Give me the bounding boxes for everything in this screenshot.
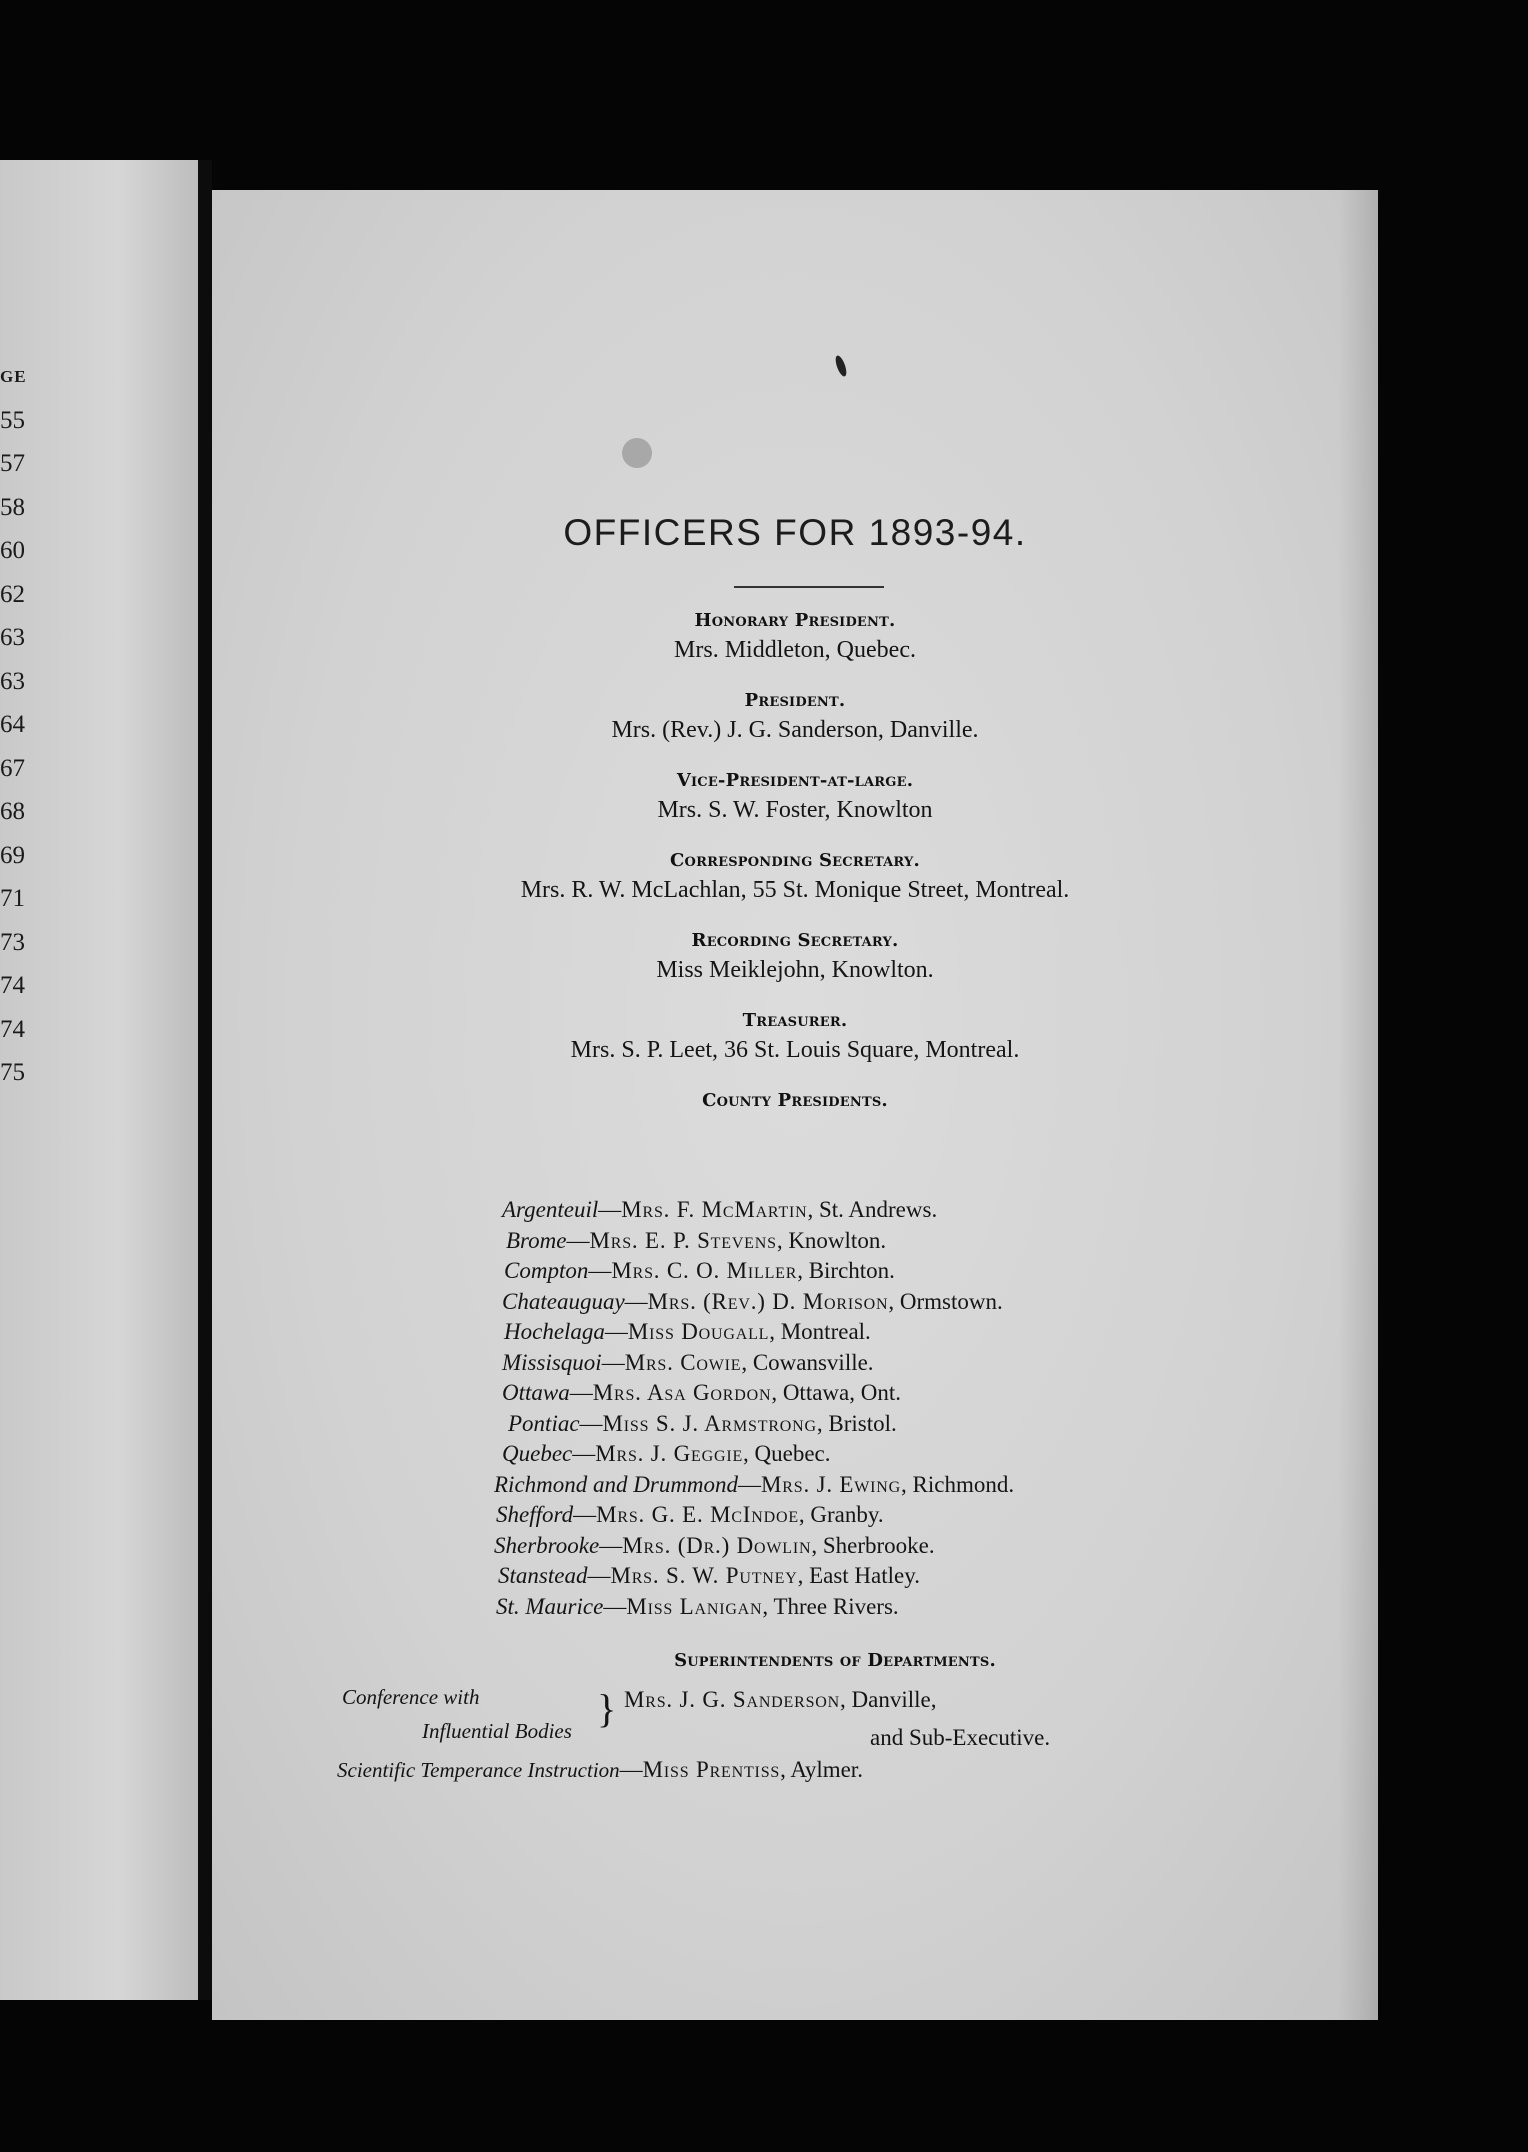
dash-separator: — bbox=[604, 1319, 628, 1344]
page-number: 71 bbox=[0, 885, 25, 912]
county-name: Pontiac bbox=[508, 1410, 580, 1436]
county-name: Compton bbox=[504, 1258, 589, 1283]
president-name: Mrs. Asa Gordon bbox=[592, 1380, 772, 1405]
county-row bbox=[482, 1439, 1014, 1470]
officer-section bbox=[212, 1090, 1378, 1111]
officer-section bbox=[212, 930, 1378, 984]
department-label: Scientific Temperance Instruction bbox=[337, 1758, 620, 1782]
superintendents-list bbox=[212, 1681, 1378, 1791]
dash-separator: — bbox=[587, 1563, 611, 1588]
county-row bbox=[482, 1470, 1014, 1501]
county-name: Missisquoi bbox=[502, 1349, 602, 1375]
dash-separator: — bbox=[588, 1258, 612, 1283]
page-number: 63 bbox=[0, 667, 25, 695]
page-number: 75 bbox=[0, 1059, 25, 1086]
page-number: 68 bbox=[0, 798, 25, 825]
president-place: , Montreal. bbox=[769, 1319, 871, 1344]
president-name: Mrs. C. O. Miller bbox=[611, 1258, 798, 1283]
officer-section bbox=[212, 690, 1378, 744]
officer-line: Mrs. Middleton, Quebec. bbox=[674, 637, 916, 663]
county-name: St. Maurice bbox=[496, 1593, 604, 1619]
county-presidents-list bbox=[482, 1195, 1014, 1622]
superintendent-place: , Aylmer. bbox=[780, 1757, 863, 1782]
officer-section bbox=[212, 770, 1378, 824]
dash-separator: — bbox=[569, 1380, 593, 1405]
county-row bbox=[482, 1195, 1014, 1226]
page-number: 62 bbox=[0, 580, 25, 608]
dash-separator: — bbox=[601, 1349, 625, 1375]
section-heading: Treasurer. bbox=[742, 1010, 848, 1031]
brace-glyph: } bbox=[597, 1686, 617, 1731]
dash-separator: — bbox=[603, 1593, 627, 1619]
section-heading: President. bbox=[744, 690, 846, 711]
president-name: Mrs. Cowie bbox=[624, 1349, 742, 1375]
page-title: OFFICERS FOR 1893-94. bbox=[563, 512, 1027, 553]
county-name: Sherbrooke bbox=[494, 1532, 600, 1558]
president-name: Mrs. J. Geggie bbox=[595, 1441, 744, 1466]
president-name: Mrs. J. Ewing bbox=[761, 1471, 902, 1497]
page-number: 67 bbox=[0, 754, 25, 782]
section-heading: Corresponding Secretary. bbox=[670, 850, 920, 871]
county-row bbox=[482, 1378, 1014, 1409]
officer-section bbox=[212, 610, 1378, 664]
page-column-header: GE bbox=[0, 367, 27, 386]
county-name: Brome bbox=[506, 1227, 567, 1253]
page-number: 64 bbox=[0, 711, 25, 738]
dash-separator: — bbox=[573, 1502, 597, 1527]
county-row bbox=[482, 1531, 1014, 1562]
county-name: Ottawa bbox=[502, 1380, 570, 1405]
president-place: , Birchton. bbox=[797, 1258, 895, 1283]
section-heading: Honorary President. bbox=[694, 610, 896, 631]
county-name: Shefford bbox=[496, 1502, 574, 1527]
page-number: 63 bbox=[0, 624, 25, 651]
county-name: Stanstead bbox=[498, 1563, 588, 1588]
county-name: Hochelaga bbox=[504, 1319, 605, 1344]
president-place: , Bristol. bbox=[816, 1410, 897, 1436]
president-name: Miss Lanigan bbox=[626, 1593, 763, 1619]
county-row bbox=[482, 1256, 1014, 1287]
president-name: Mrs. S. W. Putney bbox=[610, 1563, 798, 1588]
page-number: 58 bbox=[0, 493, 25, 521]
department-label: Influential Bodies bbox=[422, 1719, 572, 1743]
dash-separator: — bbox=[572, 1441, 596, 1466]
county-row bbox=[482, 1409, 1014, 1440]
county-name: Chateauguay bbox=[502, 1288, 625, 1314]
dash-separator: — bbox=[579, 1410, 603, 1436]
dash-separator: — bbox=[598, 1197, 622, 1222]
president-place: , Cowansville. bbox=[741, 1349, 874, 1375]
page-number: 73 bbox=[0, 928, 25, 956]
ink-speck bbox=[622, 438, 652, 468]
page-number: 57 bbox=[0, 450, 25, 477]
dash-separator: — bbox=[624, 1288, 648, 1314]
ink-speck bbox=[833, 354, 848, 377]
superintendents-section bbox=[212, 1650, 1378, 1791]
county-row bbox=[482, 1348, 1014, 1379]
president-place: , East Hatley. bbox=[797, 1563, 920, 1588]
president-place: , Ormstown. bbox=[888, 1288, 1003, 1314]
president-place: , Sherbrooke. bbox=[811, 1532, 935, 1558]
officers-list bbox=[212, 610, 1378, 1111]
officer-section bbox=[212, 850, 1378, 904]
president-name: Mrs. (Dr.) Dowlin bbox=[622, 1532, 812, 1558]
president-name: Miss S. J. Armstrong bbox=[602, 1410, 817, 1436]
superintendent-name: Mrs. J. G. Sanderson bbox=[624, 1687, 840, 1712]
county-row bbox=[482, 1287, 1014, 1318]
president-place: , Three Rivers. bbox=[762, 1593, 899, 1619]
county-name: Richmond and Drummond bbox=[494, 1471, 739, 1497]
county-row bbox=[482, 1592, 1014, 1623]
county-name: Argenteuil bbox=[502, 1197, 599, 1222]
superintendent-name: Miss Prentiss bbox=[642, 1757, 781, 1782]
president-place: , Granby. bbox=[798, 1502, 884, 1527]
president-name: Mrs. E. P. Stevens bbox=[589, 1227, 777, 1253]
superintendents-heading: Superintendents of Departments. bbox=[674, 1650, 996, 1671]
page-number: 74 bbox=[0, 1015, 25, 1043]
county-name: Quebec bbox=[502, 1441, 573, 1466]
dash-separator: — bbox=[599, 1532, 623, 1558]
president-place: , Quebec. bbox=[743, 1441, 831, 1466]
book-gutter bbox=[198, 160, 212, 2000]
president-name: Mrs. G. E. McIndoe bbox=[596, 1502, 799, 1527]
section-heading: Recording Secretary. bbox=[691, 930, 899, 951]
superintendent-place: , Danville, bbox=[840, 1687, 937, 1712]
superintendent-line: Scientific Temperance Instruction—Miss Prentiss, Aylmer. bbox=[337, 1757, 863, 1782]
officer-line: Miss Meiklejohn, Knowlton. bbox=[656, 957, 934, 983]
page-number: 69 bbox=[0, 841, 25, 869]
superintendent-line bbox=[624, 1687, 936, 1713]
president-place: , Knowlton. bbox=[776, 1227, 887, 1253]
page-number: 55 bbox=[0, 406, 25, 434]
page-number-column bbox=[0, 355, 30, 1095]
officer-line: Mrs. S. P. Leet, 36 St. Louis Square, Montreal. bbox=[570, 1037, 1020, 1063]
officer-section bbox=[212, 1010, 1378, 1064]
officer-line: Mrs. (Rev.) J. G. Sanderson, Danville. bbox=[611, 717, 979, 743]
county-presidents-heading: County Presidents. bbox=[702, 1090, 888, 1111]
president-name: Mrs. (Rev.) D. Morison bbox=[647, 1288, 889, 1314]
officer-line: Mrs. S. W. Foster, Knowlton bbox=[657, 797, 933, 823]
officer-line: Mrs. R. W. McLachlan, 55 St. Monique Street, Montreal. bbox=[520, 877, 1070, 903]
president-place: , St. Andrews. bbox=[807, 1197, 938, 1222]
president-place: , Ottawa, Ont. bbox=[771, 1380, 901, 1405]
department-label: Conference with bbox=[342, 1685, 480, 1709]
left-facing-page bbox=[0, 160, 198, 2000]
county-row bbox=[482, 1500, 1014, 1531]
county-row bbox=[482, 1561, 1014, 1592]
president-name: Mrs. F. McMartin bbox=[621, 1197, 808, 1222]
page-number: 60 bbox=[0, 537, 25, 564]
dash-separator: — bbox=[566, 1227, 590, 1253]
county-row bbox=[482, 1226, 1014, 1257]
president-place: , Richmond. bbox=[901, 1471, 1015, 1497]
superintendent-extra: and Sub-Executive. bbox=[870, 1725, 1051, 1750]
title-rule bbox=[734, 586, 884, 588]
document-page bbox=[212, 190, 1378, 2020]
dash-separator: — bbox=[738, 1471, 762, 1497]
county-row bbox=[482, 1317, 1014, 1348]
section-heading: Vice-President-at-large. bbox=[676, 770, 914, 791]
page-number: 74 bbox=[0, 972, 25, 999]
president-name: Miss Dougall bbox=[627, 1319, 770, 1344]
